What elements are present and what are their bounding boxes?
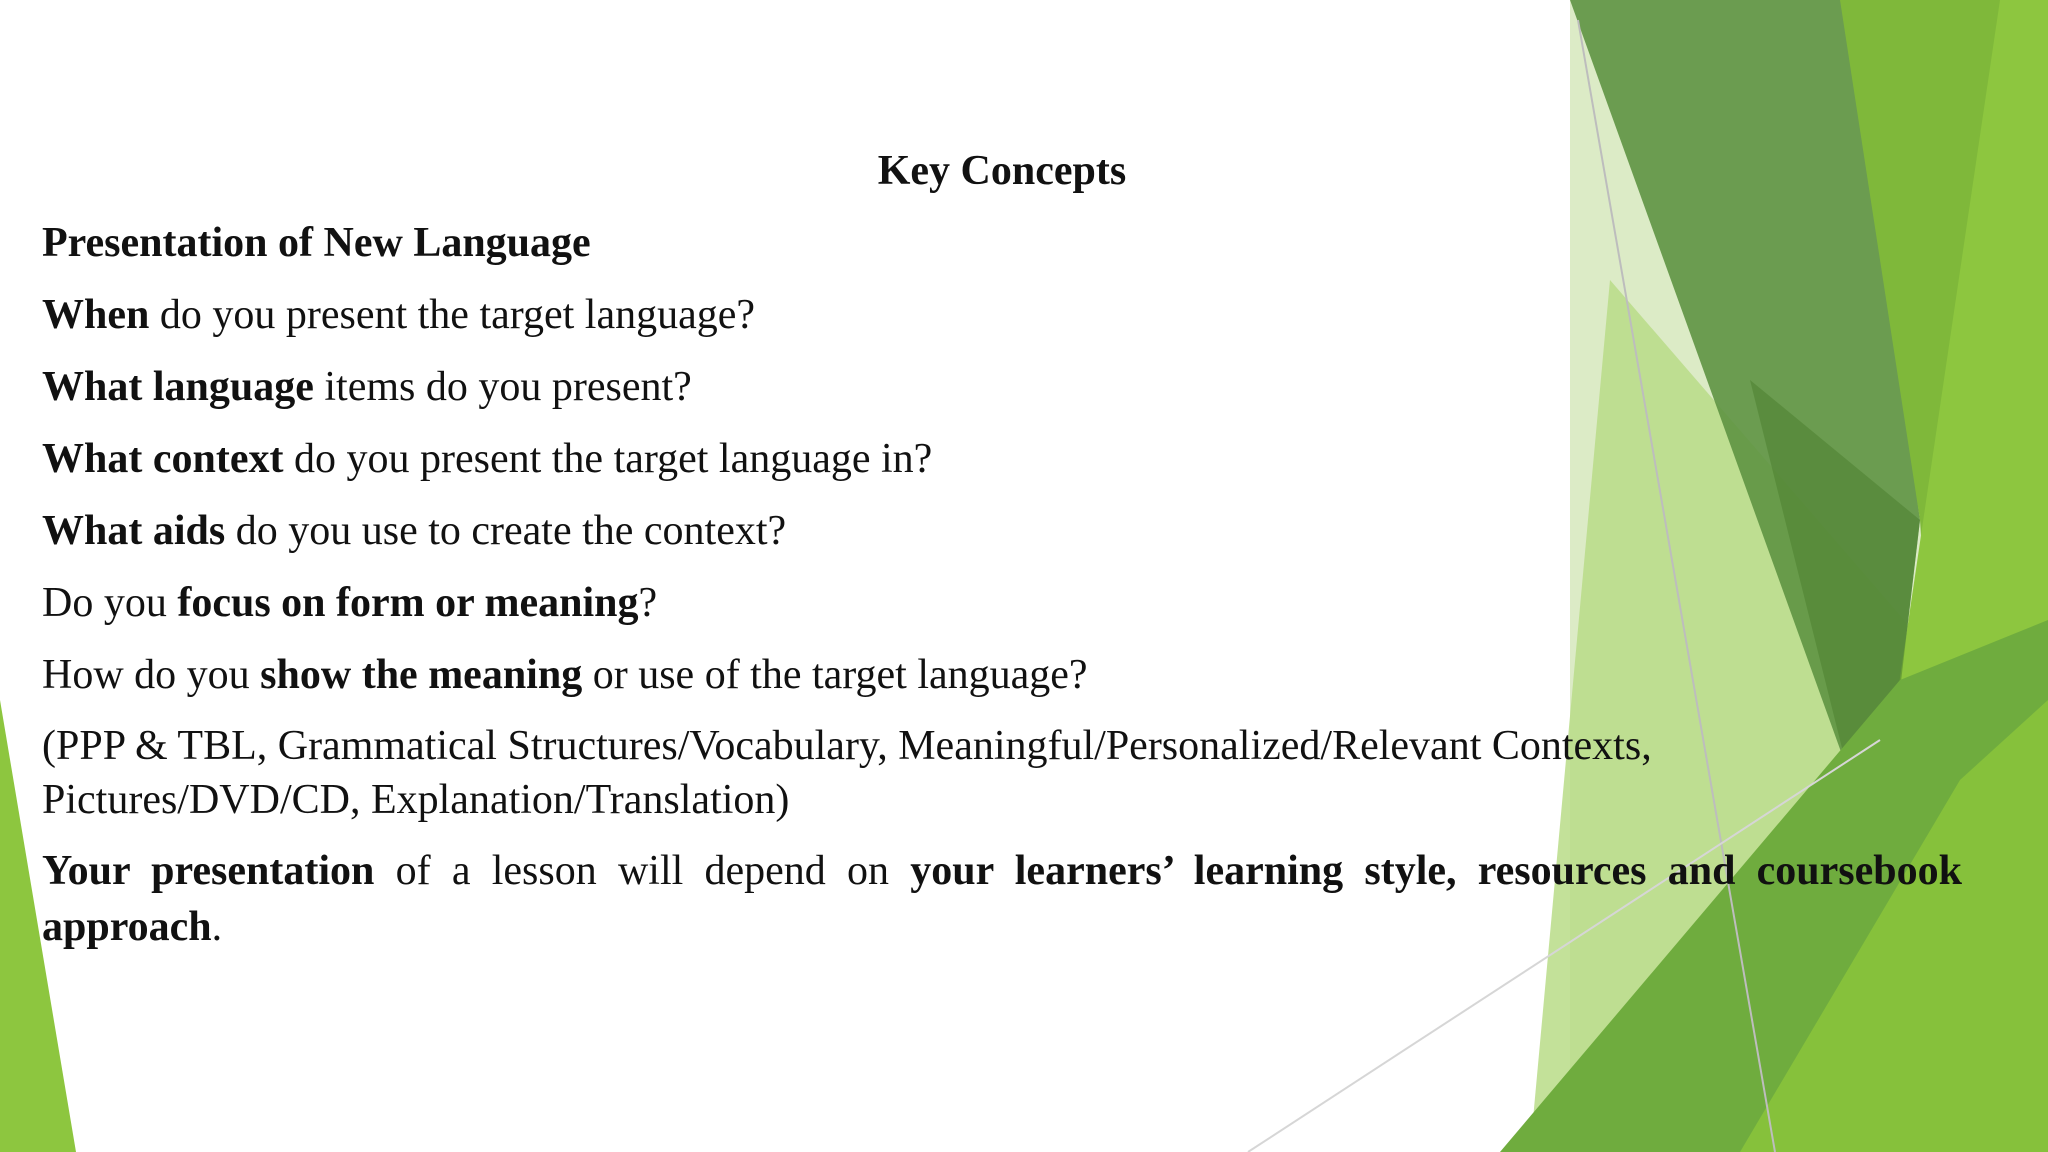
slide-content (42, 215, 1962, 955)
question-line (42, 359, 1962, 415)
question-keyword: When (42, 292, 150, 338)
answers-line-1: (PPP & TBL, Grammatical Structures/Vocabulary, Meaningful/Personalized/Relevant Contexts, (42, 723, 1652, 769)
section-heading (42, 215, 1962, 271)
question-line (42, 287, 1962, 343)
question-text: items do you present? (313, 364, 692, 410)
meaning-keyword: show the meaning (260, 652, 583, 698)
question-keyword: What language (42, 364, 314, 410)
summary-paragraph (42, 843, 1962, 955)
meaning-post-text: or use of the target language? (582, 652, 1088, 698)
meaning-pre-text: How do you (42, 652, 261, 698)
question-text: do you present the target language? (149, 292, 756, 338)
focus-question-line (42, 575, 1962, 631)
focus-pre-text: Do you (42, 580, 178, 626)
question-keyword: What context (42, 436, 284, 482)
summary-mid-text: of a lesson will depend on (374, 848, 911, 894)
question-text: do you use to create the context? (225, 508, 787, 554)
focus-post-text: ? (638, 580, 658, 626)
summary-keyword-2: your learners’ learning style, resources and coursebook approach (42, 848, 1963, 950)
answers-paragraph (42, 719, 1962, 827)
summary-keyword-1: Your presentation (42, 848, 375, 894)
section-heading-text: Presentation of New Language (42, 220, 591, 266)
question-keyword: What aids (42, 508, 226, 554)
question-line (42, 503, 1962, 559)
answers-line-2: Pictures/DVD/CD, Explanation/Translation) (42, 777, 790, 823)
question-text: do you present the target language in? (283, 436, 933, 482)
meaning-question-line (42, 647, 1962, 703)
question-line (42, 431, 1962, 487)
focus-keyword: focus on form or meaning (177, 580, 639, 626)
slide-title: Key Concepts (877, 148, 1127, 194)
summary-end: . (211, 904, 223, 950)
